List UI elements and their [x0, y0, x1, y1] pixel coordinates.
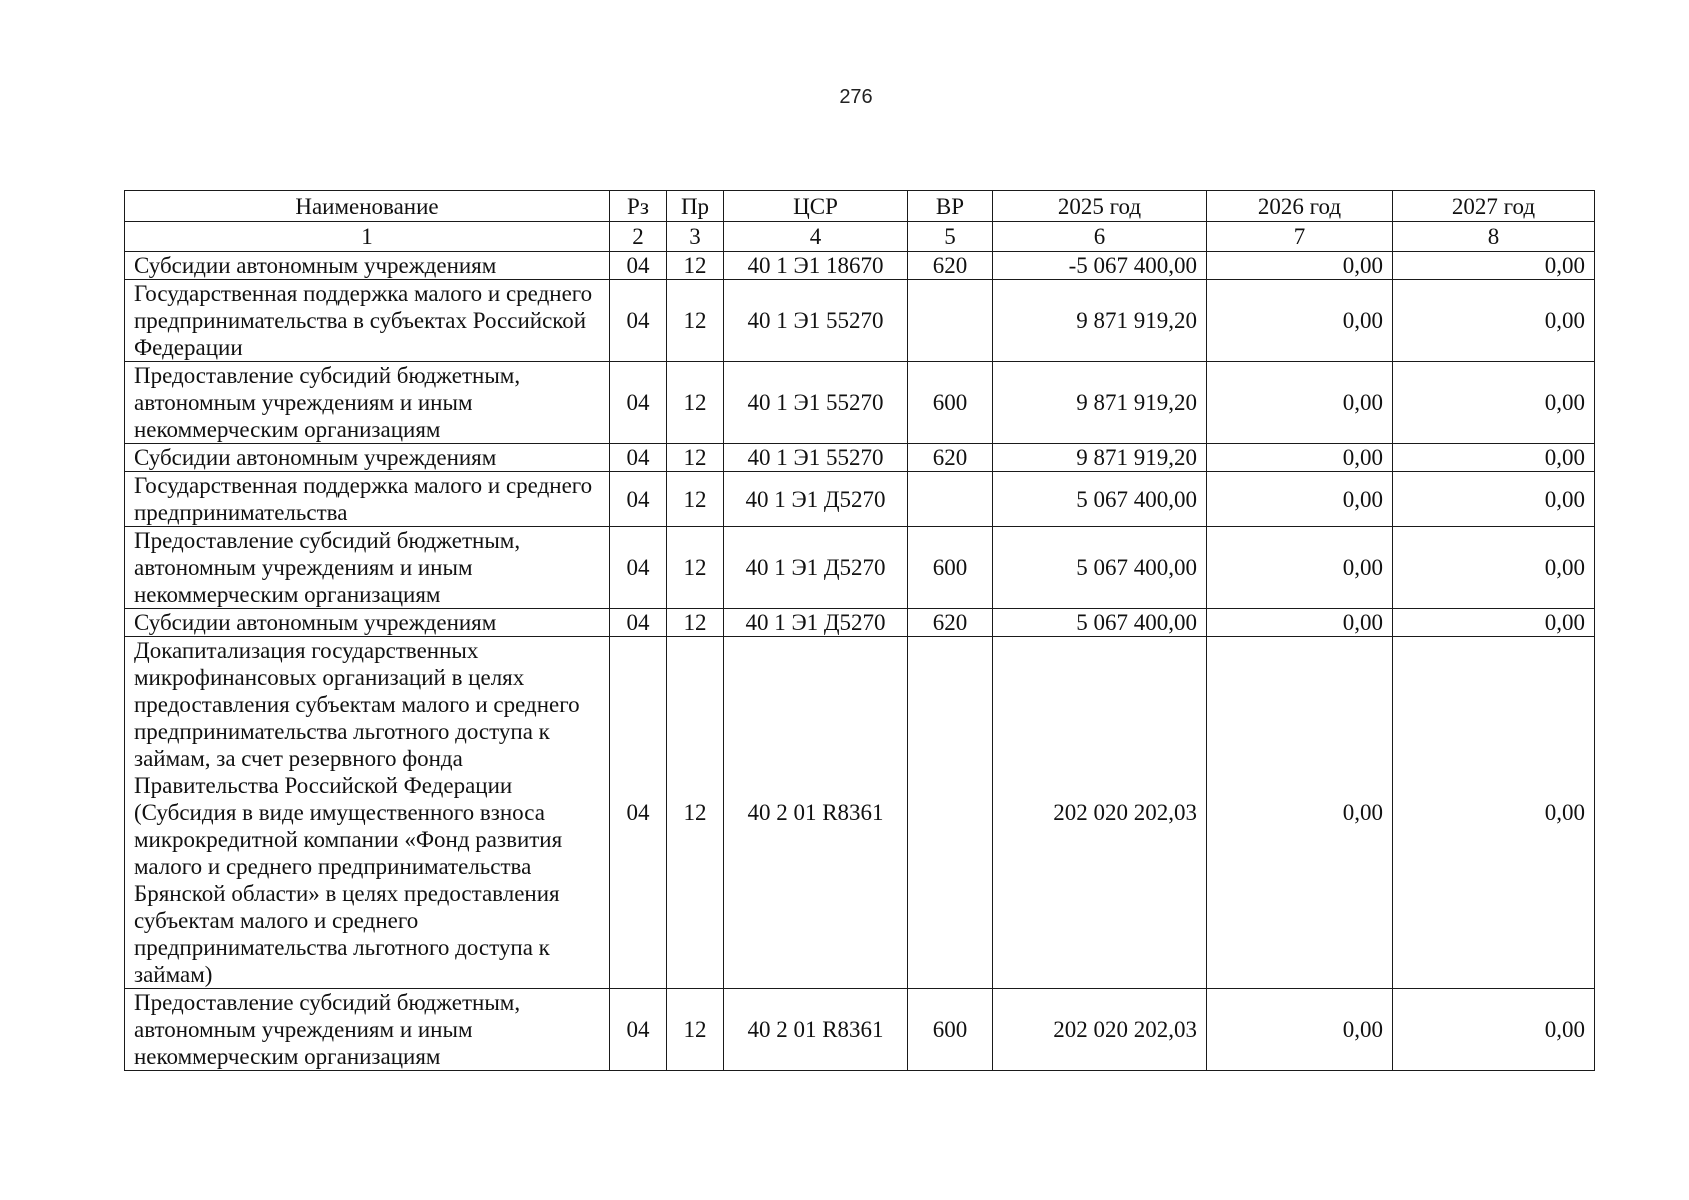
row-csr: 40 2 01 R8361 — [724, 637, 908, 989]
row-name: Государственная поддержка малого и среднего предпринимательства в субъектах Российской Федерации — [125, 280, 610, 362]
column-index: 1 — [125, 222, 610, 252]
row-2025: -5 067 400,00 — [993, 252, 1207, 280]
row-2027: 0,00 — [1393, 609, 1595, 637]
column-index: 3 — [667, 222, 724, 252]
row-vr — [908, 637, 993, 989]
row-rz: 04 — [610, 989, 667, 1071]
row-2025: 202 020 202,03 — [993, 989, 1207, 1071]
row-csr: 40 1 Э1 Д5270 — [724, 609, 908, 637]
row-rz: 04 — [610, 280, 667, 362]
header-name: Наименование — [125, 191, 610, 222]
header-vr: ВР — [908, 191, 993, 222]
row-rz: 04 — [610, 252, 667, 280]
header-csr: ЦСР — [724, 191, 908, 222]
row-2026: 0,00 — [1207, 527, 1393, 609]
row-2026: 0,00 — [1207, 362, 1393, 444]
row-csr: 40 1 Э1 55270 — [724, 444, 908, 472]
row-2025: 202 020 202,03 — [993, 637, 1207, 989]
row-2027: 0,00 — [1393, 280, 1595, 362]
row-name: Субсидии автономным учреждениям — [125, 444, 610, 472]
row-pr: 12 — [667, 252, 724, 280]
column-index: 7 — [1207, 222, 1393, 252]
row-2025: 5 067 400,00 — [993, 527, 1207, 609]
header-2026: 2026 год — [1207, 191, 1393, 222]
row-2025: 9 871 919,20 — [993, 362, 1207, 444]
row-2025: 5 067 400,00 — [993, 472, 1207, 527]
header-rz: Рз — [610, 191, 667, 222]
row-2026: 0,00 — [1207, 637, 1393, 989]
row-csr: 40 1 Э1 Д5270 — [724, 527, 908, 609]
row-csr: 40 2 01 R8361 — [724, 989, 908, 1071]
row-2027: 0,00 — [1393, 444, 1595, 472]
row-name: Государственная поддержка малого и среднего предпринимательства — [125, 472, 610, 527]
table-row — [125, 609, 1595, 637]
row-rz: 04 — [610, 609, 667, 637]
row-pr: 12 — [667, 609, 724, 637]
row-2026: 0,00 — [1207, 989, 1393, 1071]
row-2026: 0,00 — [1207, 472, 1393, 527]
row-name: Субсидии автономным учреждениям — [125, 252, 610, 280]
row-2027: 0,00 — [1393, 527, 1595, 609]
row-2026: 0,00 — [1207, 252, 1393, 280]
row-2027: 0,00 — [1393, 252, 1595, 280]
header-2025: 2025 год — [993, 191, 1207, 222]
row-2027: 0,00 — [1393, 637, 1595, 989]
row-vr: 600 — [908, 362, 993, 444]
table-row — [125, 362, 1595, 444]
row-rz: 04 — [610, 472, 667, 527]
row-csr: 40 1 Э1 Д5270 — [724, 472, 908, 527]
table-row — [125, 472, 1595, 527]
row-rz: 04 — [610, 527, 667, 609]
row-2026: 0,00 — [1207, 444, 1393, 472]
page-number: 276 — [839, 86, 873, 108]
column-index: 6 — [993, 222, 1207, 252]
table-row — [125, 637, 1595, 989]
row-vr: 620 — [908, 609, 993, 637]
header-row — [125, 191, 1595, 222]
row-vr: 600 — [908, 989, 993, 1071]
row-2025: 9 871 919,20 — [993, 280, 1207, 362]
row-vr: 620 — [908, 252, 993, 280]
row-2027: 0,00 — [1393, 472, 1595, 527]
row-name: Докапитализация государственных микрофинансовых организаций в целях предоставления субъектам малого и среднего предпринимательства льготного доступа к займам, за счет резервного фонда Правительства Российской Федерации (Субсидия в виде имущественного взноса микрокредитной компании «Фонд развития малого и среднего предпринимательства Брянской области» в целях предоставления субъектам малого и среднего предпринимательства льготного доступа к займам) — [125, 637, 610, 989]
row-pr: 12 — [667, 444, 724, 472]
row-csr: 40 1 Э1 55270 — [724, 362, 908, 444]
row-2026: 0,00 — [1207, 609, 1393, 637]
table-row — [125, 527, 1595, 609]
row-name: Субсидии автономным учреждениям — [125, 609, 610, 637]
table-row — [125, 444, 1595, 472]
row-pr: 12 — [667, 527, 724, 609]
table-row — [125, 989, 1595, 1071]
row-pr: 12 — [667, 637, 724, 989]
row-pr: 12 — [667, 472, 724, 527]
column-index: 8 — [1393, 222, 1595, 252]
row-pr: 12 — [667, 280, 724, 362]
row-rz: 04 — [610, 362, 667, 444]
column-index: 5 — [908, 222, 993, 252]
row-vr: 620 — [908, 444, 993, 472]
row-vr — [908, 472, 993, 527]
row-name: Предоставление субсидий бюджетным, автономным учреждениям и иным некоммерческим организациям — [125, 527, 610, 609]
row-name: Предоставление субсидий бюджетным, автономным учреждениям и иным некоммерческим организациям — [125, 362, 610, 444]
row-vr — [908, 280, 993, 362]
header-pr: Пр — [667, 191, 724, 222]
row-vr: 600 — [908, 527, 993, 609]
row-csr: 40 1 Э1 55270 — [724, 280, 908, 362]
budget-table — [124, 190, 1595, 1071]
row-2027: 0,00 — [1393, 362, 1595, 444]
column-index-row — [125, 222, 1595, 252]
row-2027: 0,00 — [1393, 989, 1595, 1071]
table-row — [125, 280, 1595, 362]
column-index: 2 — [610, 222, 667, 252]
row-rz: 04 — [610, 637, 667, 989]
row-name: Предоставление субсидий бюджетным, автономным учреждениям и иным некоммерческим организациям — [125, 989, 610, 1071]
row-csr: 40 1 Э1 18670 — [724, 252, 908, 280]
row-2026: 0,00 — [1207, 280, 1393, 362]
row-2025: 9 871 919,20 — [993, 444, 1207, 472]
row-2025: 5 067 400,00 — [993, 609, 1207, 637]
row-pr: 12 — [667, 362, 724, 444]
table-row — [125, 252, 1595, 280]
row-pr: 12 — [667, 989, 724, 1071]
column-index: 4 — [724, 222, 908, 252]
header-2027: 2027 год — [1393, 191, 1595, 222]
row-rz: 04 — [610, 444, 667, 472]
